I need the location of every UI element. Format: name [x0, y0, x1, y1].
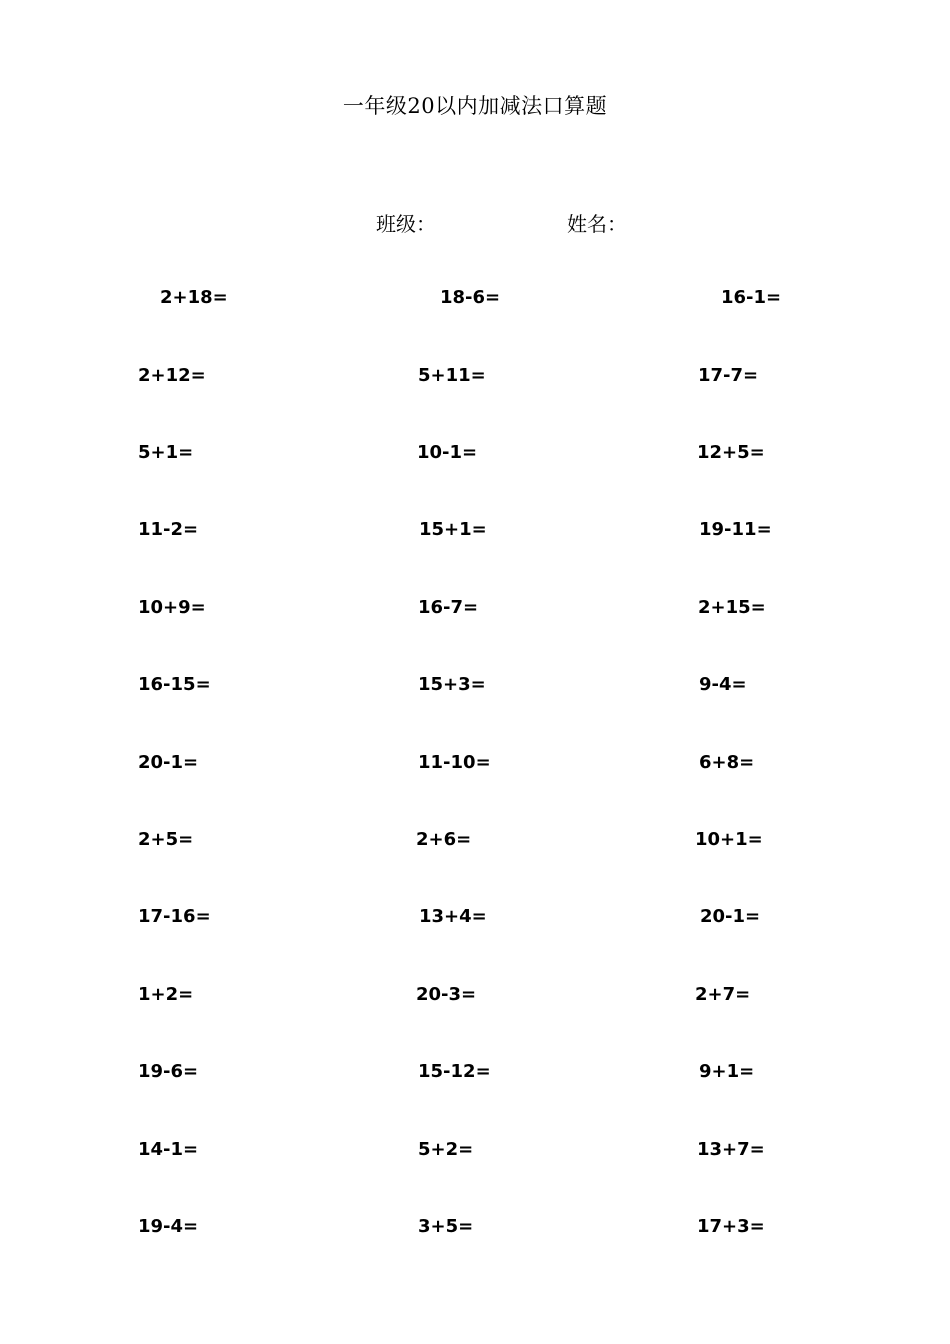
problem-r10-c1: 1+2= [138, 984, 194, 1005]
problem-r4-c3: 19-11= [699, 519, 772, 540]
problem-r5-c1: 10+9= [138, 597, 206, 618]
problem-r3-c1: 5+1= [138, 442, 194, 463]
problem-r2-c1: 2+12= [138, 365, 206, 386]
problem-r2-c3: 17-7= [698, 365, 759, 386]
problem-r7-c3: 6+8= [699, 752, 755, 773]
problem-r5-c3: 2+15= [698, 597, 766, 618]
problem-r5-c2: 16-7= [418, 597, 479, 618]
problem-r2-c2: 5+11= [418, 365, 486, 386]
problem-r13-c3: 17+3= [697, 1216, 765, 1237]
problem-r11-c1: 19-6= [138, 1061, 199, 1082]
problem-r4-c1: 11-2= [138, 519, 199, 540]
page-title: 一年级20以内加减法口算题 [342, 94, 608, 118]
problem-r6-c2: 15+3= [418, 674, 486, 695]
problem-r1-c1: 2+18= [160, 287, 228, 308]
problem-r7-c1: 20-1= [138, 752, 199, 773]
problem-r12-c2: 5+2= [418, 1139, 474, 1160]
problem-r8-c1: 2+5= [138, 829, 194, 850]
problem-r8-c3: 10+1= [695, 829, 763, 850]
problem-r9-c3: 20-1= [700, 906, 761, 927]
problem-r9-c1: 17-16= [138, 906, 211, 927]
problem-r10-c2: 20-3= [416, 984, 477, 1005]
problem-r4-c2: 15+1= [419, 519, 487, 540]
problem-r10-c3: 2+7= [695, 984, 751, 1005]
problem-r13-c2: 3+5= [418, 1216, 474, 1237]
problem-r1-c3: 16-1= [721, 287, 782, 308]
problem-r7-c2: 11-10= [418, 752, 491, 773]
problem-r6-c3: 9-4= [699, 674, 747, 695]
problem-r6-c1: 16-15= [138, 674, 211, 695]
name-label: 姓名： [567, 212, 627, 236]
class-label: 班级： [376, 212, 436, 236]
problem-r12-c3: 13+7= [697, 1139, 765, 1160]
problem-r8-c2: 2+6= [416, 829, 472, 850]
problem-r11-c2: 15-12= [418, 1061, 491, 1082]
problem-r1-c2: 18-6= [440, 287, 501, 308]
problem-r9-c2: 13+4= [419, 906, 487, 927]
problem-r3-c3: 12+5= [697, 442, 765, 463]
problem-r12-c1: 14-1= [138, 1139, 199, 1160]
problem-r3-c2: 10-1= [417, 442, 478, 463]
problem-r11-c3: 9+1= [699, 1061, 755, 1082]
problem-r13-c1: 19-4= [138, 1216, 199, 1237]
